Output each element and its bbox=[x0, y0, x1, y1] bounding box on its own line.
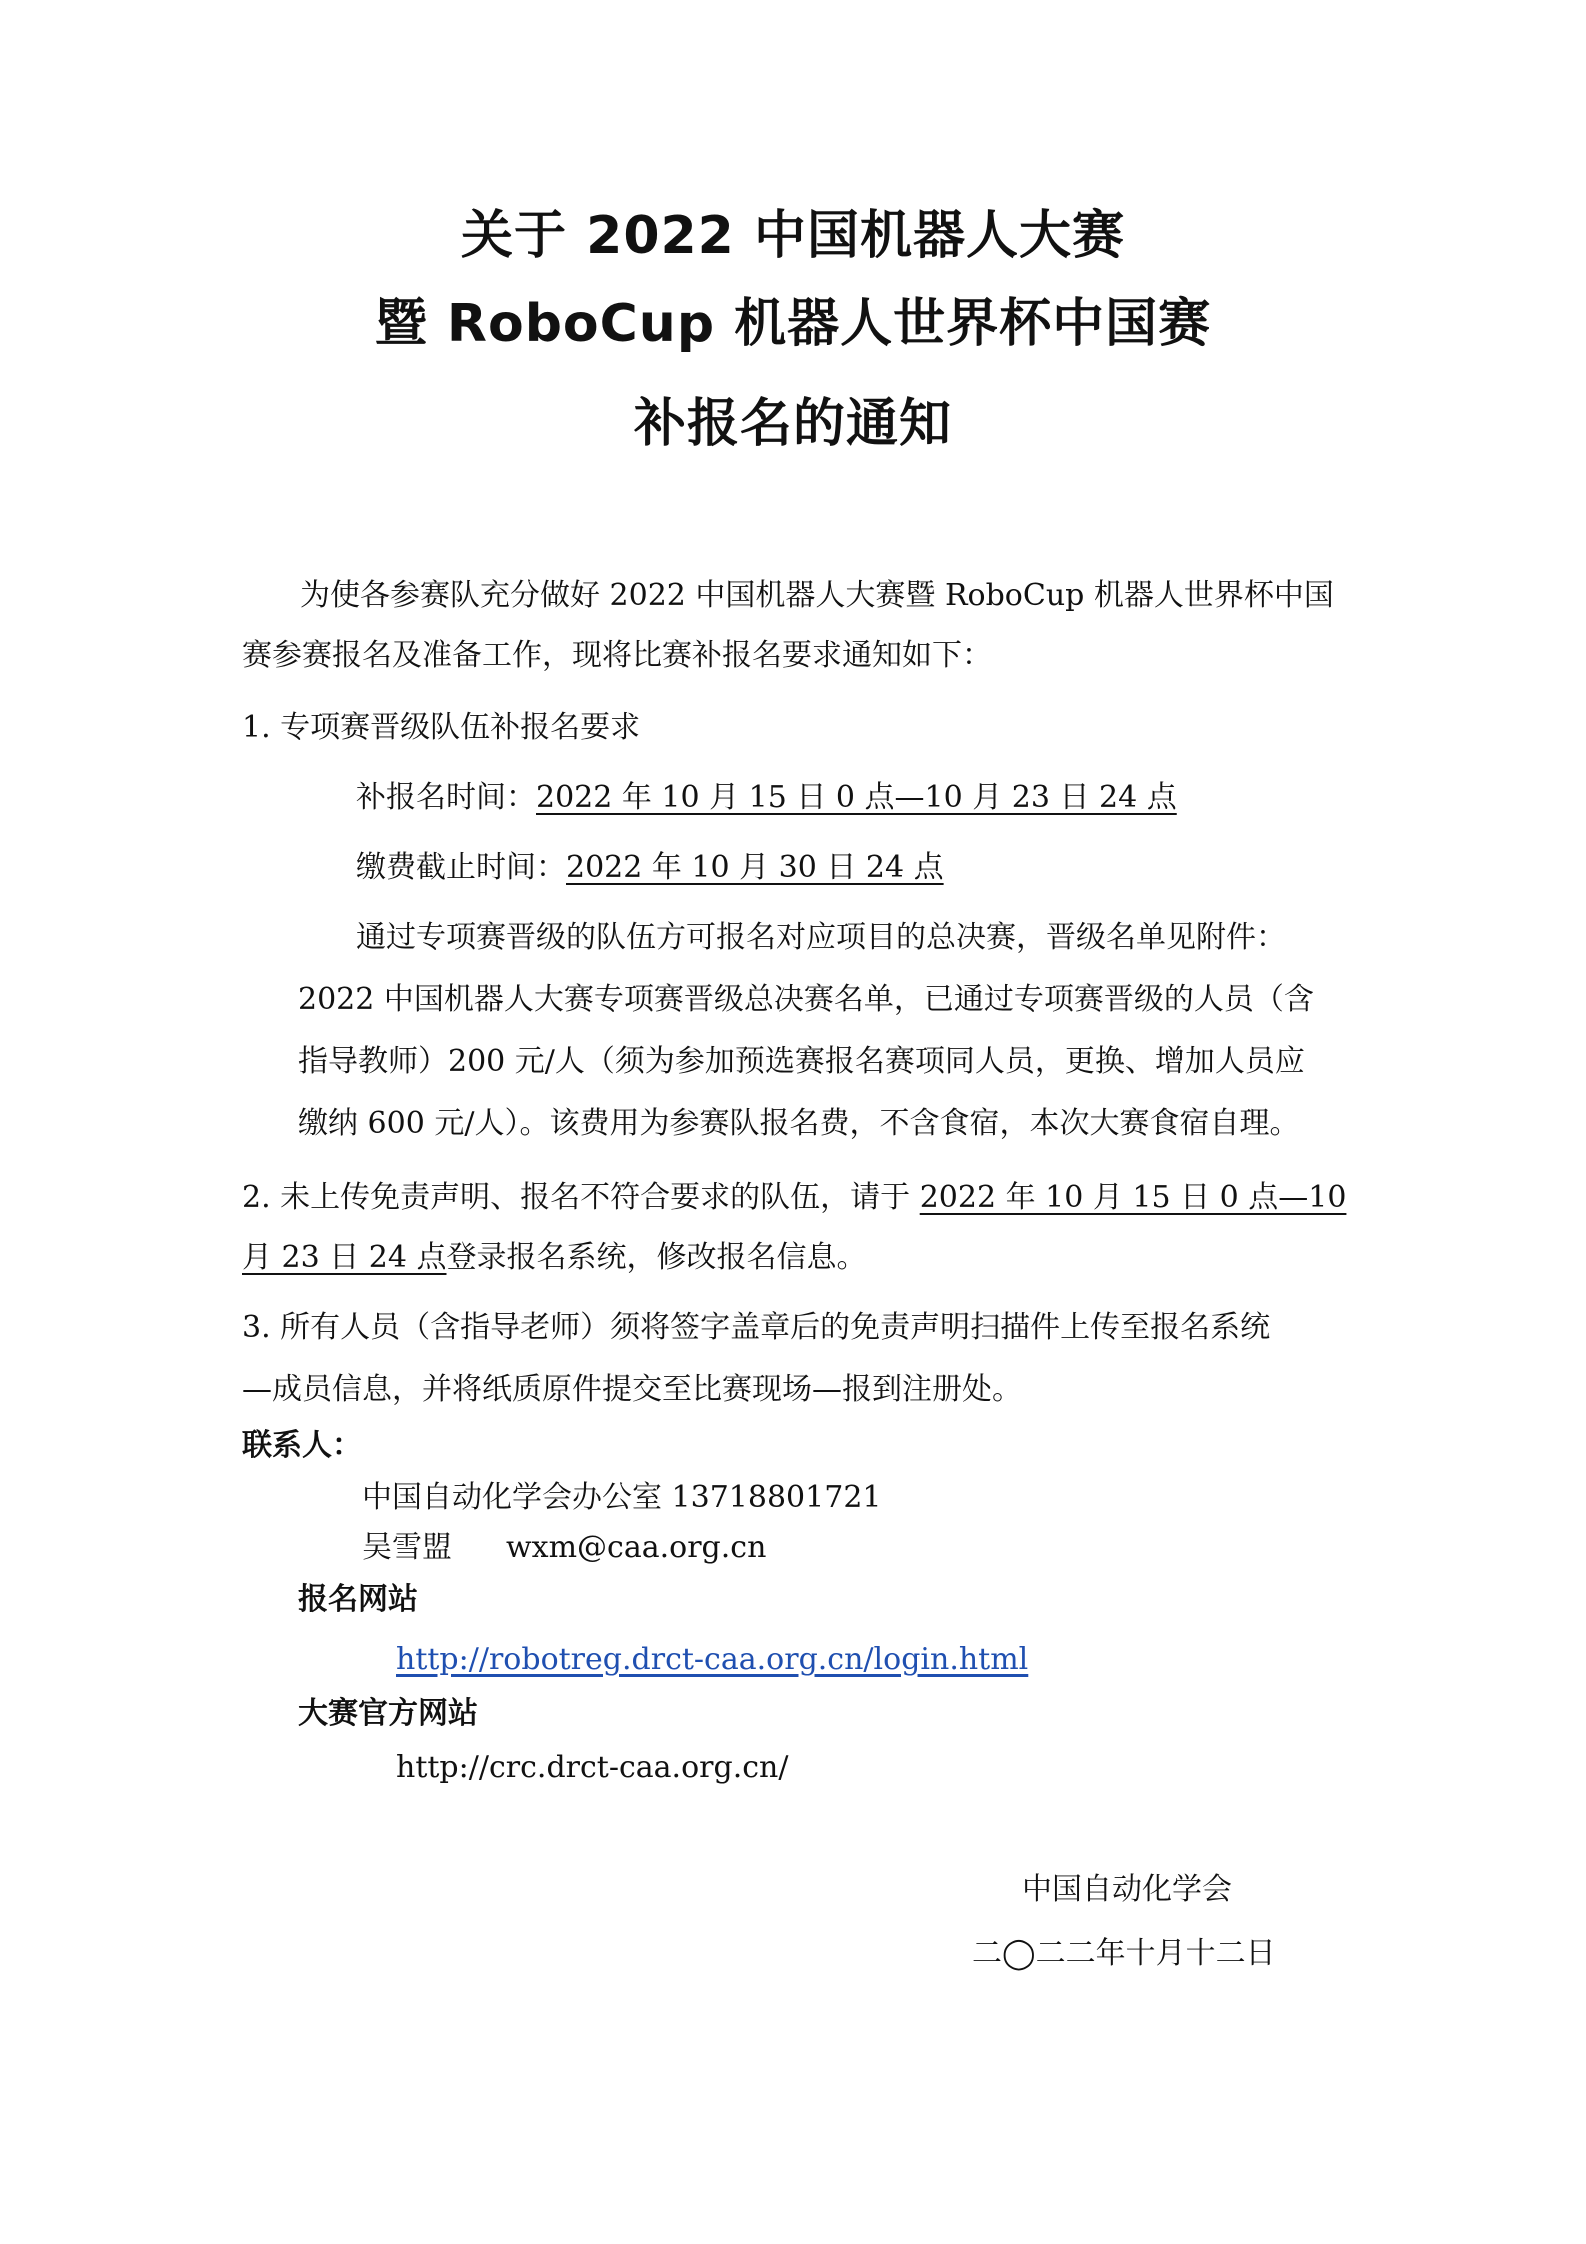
item2-date-part1: 2022 年 10 月 15 日 0 点—10 bbox=[919, 1180, 1347, 1215]
item1-desc-4: 缴纳 600 元/人）。该费用为参赛队报名费，不含食宿，本次大赛食宿自理。 bbox=[298, 1106, 1300, 1141]
item1-time bbox=[356, 778, 1177, 818]
time-label: 补报名时间： bbox=[356, 780, 536, 815]
item2-date-part2: 月 23 日 24 点 bbox=[242, 1240, 447, 1275]
item2-line-2 bbox=[242, 1238, 867, 1278]
intro-line-2: 赛参赛报名及准备工作，现将比赛补报名要求通知如下： bbox=[242, 638, 992, 673]
registration-site-label: 报名网站 bbox=[298, 1582, 418, 1617]
contact-office: 中国自动化学会办公室 13718801721 bbox=[362, 1480, 882, 1515]
deadline-label: 缴费截止时间： bbox=[356, 850, 566, 885]
title-line-1: 关于 2022 中国机器人大赛 bbox=[461, 206, 1125, 266]
title-line-2: 暨 RoboCup 机器人世界杯中国赛 bbox=[374, 294, 1212, 354]
signature-org: 中国自动化学会 bbox=[1022, 1872, 1232, 1907]
official-site-label: 大赛官方网站 bbox=[298, 1696, 478, 1731]
registration-site-link[interactable]: http://robotreg.drct-caa.org.cn/login.html bbox=[396, 1642, 1029, 1677]
time-value: 2022 年 10 月 15 日 0 点—10 月 23 日 24 点 bbox=[536, 780, 1177, 815]
signature-date: 二◯二二年十月十二日 bbox=[972, 1936, 1276, 1971]
item3-line-2: —成员信息，并将纸质原件提交至比赛现场—报到注册处。 bbox=[242, 1372, 1022, 1407]
item1-desc-2: 2022 中国机器人大赛专项赛晋级总决赛名单，已通过专项赛晋级的人员（含 bbox=[298, 982, 1314, 1017]
deadline-value: 2022 年 10 月 30 日 24 点 bbox=[566, 850, 944, 885]
intro-line-1: 为使各参赛队充分做好 2022 中国机器人大赛暨 RoboCup 机器人世界杯中国 bbox=[300, 578, 1334, 613]
item2-suffix: 登录报名系统，修改报名信息。 bbox=[446, 1240, 867, 1275]
item1-deadline bbox=[356, 848, 944, 888]
item1-desc-3: 指导教师）200 元/人（须为参加预选赛报名赛项同人员，更换、增加人员应 bbox=[298, 1044, 1305, 1079]
contact-label: 联系人： bbox=[242, 1428, 362, 1463]
item1-heading: 1. 专项赛晋级队伍补报名要求 bbox=[242, 710, 641, 745]
item3-line-1: 3. 所有人员（含指导老师）须将签字盖章后的免责声明扫描件上传至报名系统 bbox=[242, 1310, 1271, 1345]
official-site-url: http://crc.drct-caa.org.cn/ bbox=[396, 1750, 789, 1785]
item1-desc-1: 通过专项赛晋级的队伍方可报名对应项目的总决赛，晋级名单见附件： bbox=[356, 920, 1286, 955]
contact-email: wxm@caa.org.cn bbox=[506, 1530, 767, 1565]
item2-prefix: 2. 未上传免责声明、报名不符合要求的队伍，请于 bbox=[242, 1180, 920, 1215]
item2-line-1 bbox=[242, 1178, 1346, 1218]
contact-person: 吴雪盟 bbox=[362, 1530, 452, 1565]
title-line-3: 补报名的通知 bbox=[633, 394, 952, 454]
